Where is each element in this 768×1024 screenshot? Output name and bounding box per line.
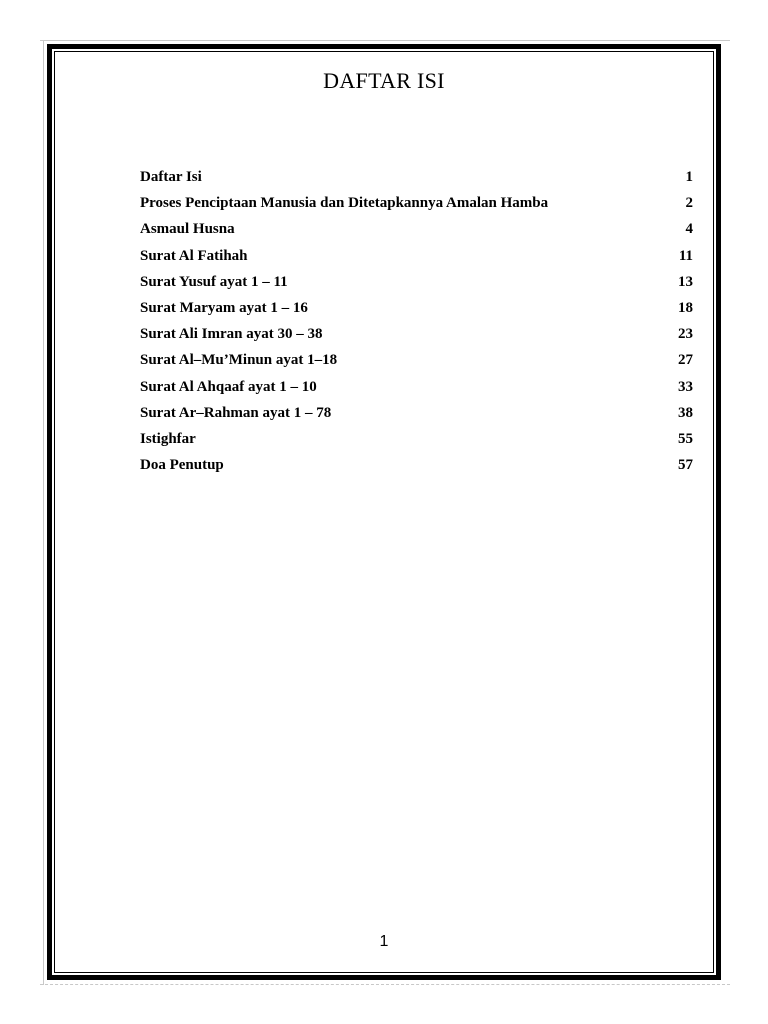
toc-row-doa-penutup [140, 457, 693, 483]
table-of-contents [140, 169, 693, 483]
page-title: DAFTAR ISI [323, 68, 445, 93]
page-border-frame [47, 44, 721, 980]
page-number: 1 [379, 933, 389, 950]
toc-label: Daftar Isi [140, 169, 202, 185]
toc-label: Proses Penciptaan Manusia dan Ditetapkannya Amalan Hamba [140, 195, 549, 212]
toc-label: Asmaul Husna [140, 221, 235, 238]
toc-label: Doa Penutup [140, 457, 224, 474]
toc-label: Surat Ali Imran ayat 30 – 38 [140, 326, 323, 343]
toc-page: 55 [678, 430, 693, 447]
toc-label: Istighfar [140, 430, 196, 447]
toc-row-al-fatihah [140, 248, 693, 274]
toc-page: 23 [678, 326, 693, 343]
toc-label: Surat Al–Mu’Minun ayat 1–18 [140, 352, 338, 369]
toc-label: Surat Al Fatihah [140, 247, 248, 264]
toc-page: 2 [685, 195, 693, 212]
page-guide-bottom [40, 984, 730, 985]
toc-page: 38 [678, 404, 693, 421]
toc-row-istighfar [140, 431, 693, 457]
toc-page: 27 [678, 352, 693, 369]
toc-row-maryam [140, 300, 693, 326]
toc-row-proses-penciptaan [140, 195, 693, 221]
toc-row-asmaul-husna [140, 221, 693, 247]
toc-label: Surat Al Ahqaaf ayat 1 – 10 [140, 378, 317, 395]
page-guide-left [43, 40, 44, 985]
toc-page: 4 [685, 221, 693, 238]
toc-page: 13 [678, 273, 693, 290]
toc-label: Surat Ar–Rahman ayat 1 – 78 [140, 404, 332, 421]
toc-label: Surat Maryam ayat 1 – 16 [140, 299, 308, 316]
toc-row-daftar-isi [140, 169, 693, 195]
toc-page: 57 [678, 457, 693, 474]
toc-page: 33 [678, 378, 693, 395]
toc-row-al-ahqaaf [140, 379, 693, 405]
toc-page: 18 [678, 299, 693, 316]
toc-row-ali-imran [140, 326, 693, 352]
toc-label: Surat Yusuf ayat 1 – 11 [140, 273, 288, 290]
toc-row-yusuf [140, 274, 693, 300]
toc-page: 11 [678, 247, 693, 264]
page-guide-top [40, 40, 730, 41]
toc-row-al-muminun [140, 352, 693, 378]
toc-page: 1 [685, 169, 693, 185]
toc-row-ar-rahman [140, 405, 693, 431]
